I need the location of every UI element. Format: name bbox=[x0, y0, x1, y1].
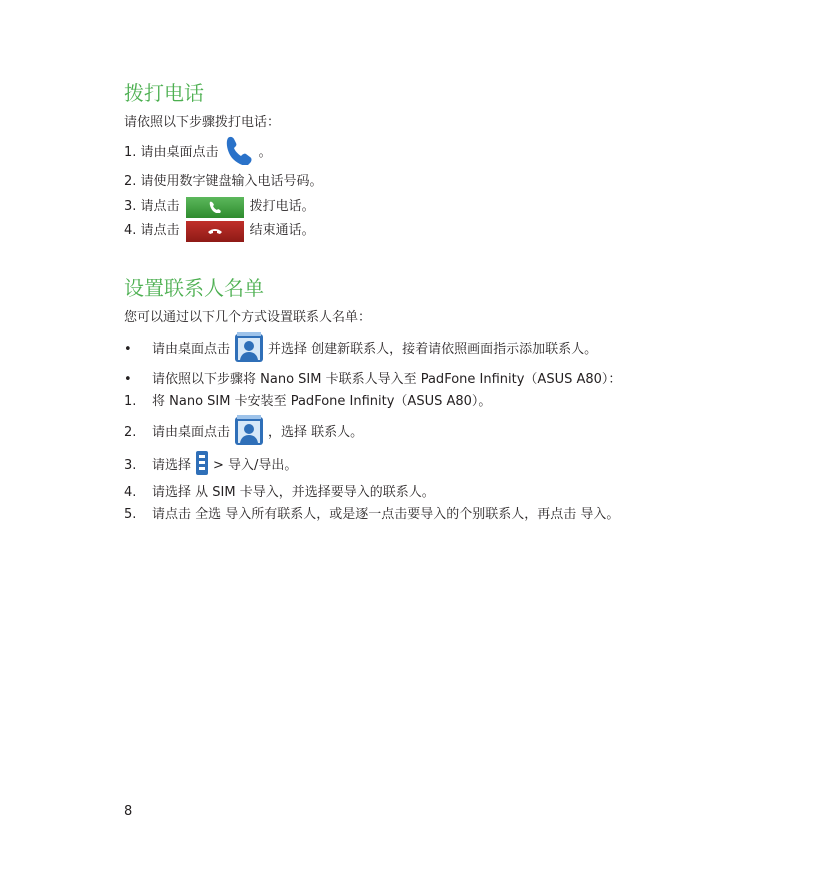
step-number: 3. bbox=[124, 458, 137, 473]
sim-step-1: 将 Nano SIM 卡安装至 PadFone Infinity（ASUS A80）。 bbox=[152, 394, 492, 409]
phone-icon bbox=[223, 135, 255, 171]
section2-intro: 您可以通过以下几个方式设置联系人名单： bbox=[124, 310, 372, 325]
section1-intro: 请依照以下步骤拨打电话： bbox=[124, 115, 281, 130]
bullet-1: 请由桌面点击 并选择 创建新联系人，接着请依照画面指示添加联系人。 bbox=[152, 334, 597, 366]
step-3: 3. 请点击 拨打电话。 bbox=[124, 196, 315, 218]
contacts-icon bbox=[234, 331, 264, 369]
end-call-button-icon bbox=[186, 221, 244, 242]
bullet-marker: • bbox=[124, 372, 132, 387]
bullet-marker: • bbox=[124, 342, 132, 357]
section-title-contacts: 设置联系人名单 bbox=[124, 276, 264, 300]
menu-icon bbox=[195, 450, 209, 482]
bullet-2: 请依照以下步骤将 Nano SIM 卡联系人导入至 PadFone Infinity（ASUS A80）： bbox=[152, 372, 622, 387]
sim-step-3: 请选择 > 导入/导出。 bbox=[152, 453, 297, 479]
step-number: 1. bbox=[124, 394, 137, 409]
step-number: 2. bbox=[124, 425, 137, 440]
sim-step-5: 请点击 全选 导入所有联系人，或是逐一点击要导入的个别联系人，再点击 导入。 bbox=[152, 507, 620, 522]
step-1: 1. 请由桌面点击 。 bbox=[124, 138, 272, 168]
call-button-icon bbox=[186, 197, 244, 218]
step-number: 5. bbox=[124, 507, 137, 522]
step-2: 2. 请使用数字键盘输入电话号码。 bbox=[124, 174, 323, 189]
sim-step-4: 请选择 从 SIM 卡导入，并选择要导入的联系人。 bbox=[152, 485, 435, 500]
page-number: 8 bbox=[124, 804, 133, 819]
sim-step-2: 请由桌面点击 ，选择 联系人。 bbox=[152, 417, 363, 449]
step-number: 4. bbox=[124, 485, 137, 500]
section-title-make-call: 拨打电话 bbox=[124, 81, 204, 105]
step-4: 4. 请点击 结束通话。 bbox=[124, 220, 315, 242]
contacts-icon bbox=[234, 414, 264, 452]
